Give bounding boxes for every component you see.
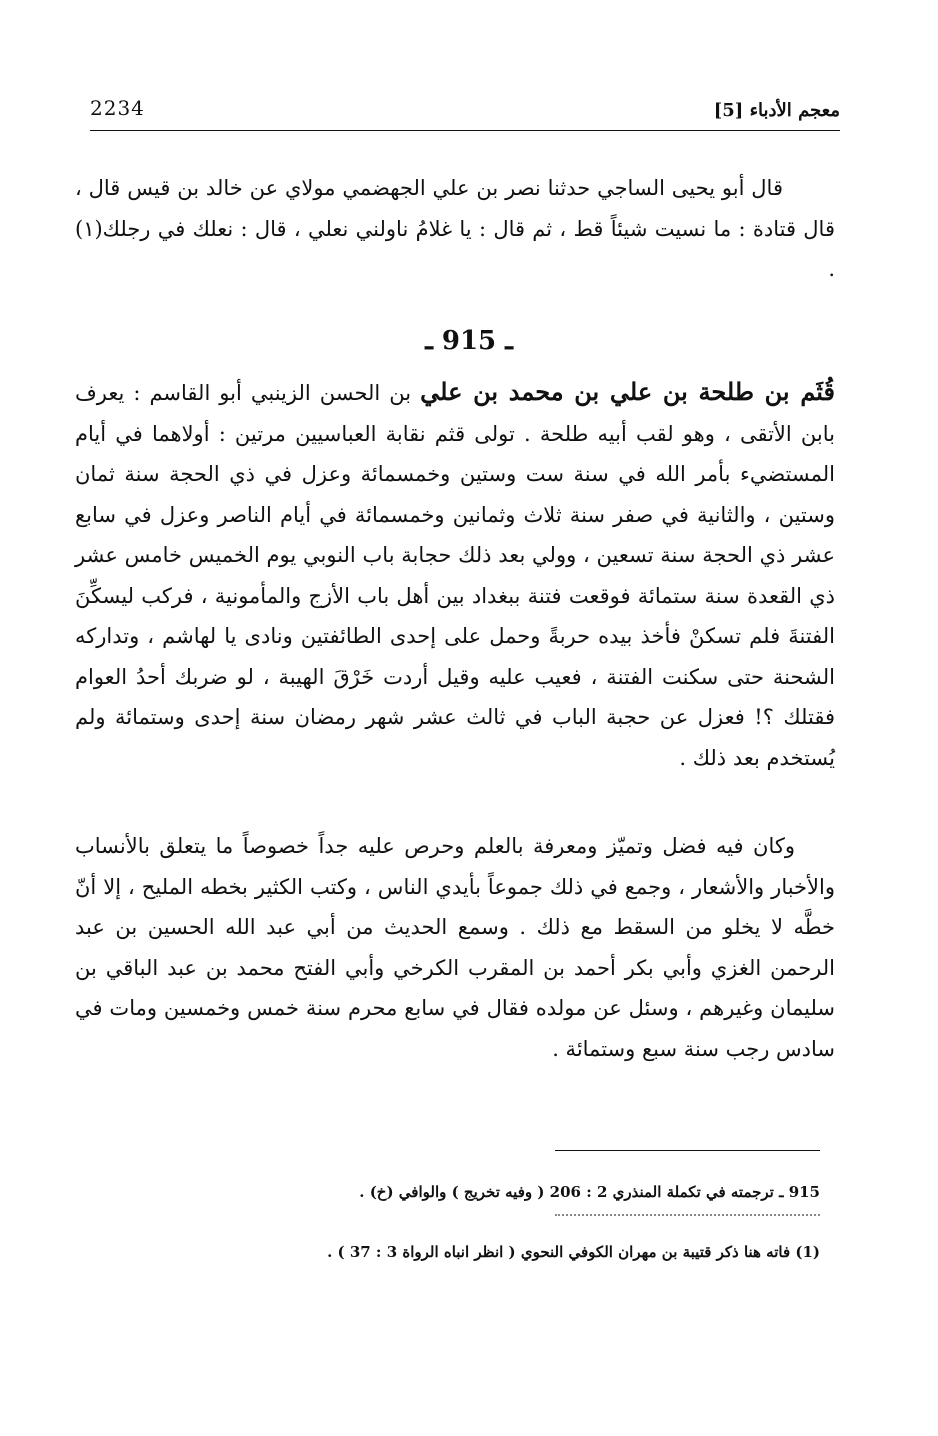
page-header xyxy=(90,96,840,130)
entry-para-1 xyxy=(75,372,835,778)
entry-paragraph-2 xyxy=(75,826,835,1069)
entry-para-1-text: بن الحسن الزينبي أبو القاسم : يعرف بابن الأتقى ، وهو لقب أبيه طلحة . تولى قثم نقابة العباسيين مرتين : أولاهما في أيام المستضيء بأمر الله في سنة ست وستين وخمسمائة وعزل في ذي الحجة سنة ثمان وستين ، والثانية في صفر سنة ثلاث وثمانين وخمسمائة في أيام الناصر وعزل في سابع عشر ذي الحجة سنة تسعين ، وولي بعد ذلك حجابة باب النوبي يوم الخميس خامس عشر ذي القعدة سنة ستمائة فوقعت فتنة ببغداد بين أهل باب الأزج والمأمونية ، فركب ليسكِّنَ الفتنةَ فلم تسكنْ فأخذ بيده حربةً وحمل على إحدى الطائفتين ونادى يا لهاشم ، وتداركه الشحنة حتى سكنت الفتنة ، فعيب عليه وقيل أردت خَرْقَ الهيبة ، لو ضربك أحدُ العوام فقتلك ؟! فعزل عن حجبة الباب في ثالث عشر شهر رمضان سنة إحدى وستمائة ولم يُستخدم بعد ذلك . xyxy=(75,381,835,770)
entry-number: ـ 915 ـ xyxy=(425,326,513,356)
footnote-1: (1) فاته هنا ذكر قتيبة بن مهران الكوفي النحوي ( انظر انباه الرواة 3 : 37 ) . xyxy=(327,1243,820,1261)
running-title: معجم الأدباء [5] xyxy=(713,100,840,121)
footnote-rule xyxy=(555,1150,820,1151)
footnote-dotted-separator xyxy=(555,1214,820,1216)
carry-over-text: قال أبو يحيى الساجي حدثنا نصر بن علي الجهضمي مولاي عن خالد بن قيس قال ، قال قتادة : ما نسيت شيئاً قط ، ثم قال : يا غلامُ ناولني نعلي ، قال : نعلك في رجلك(١) . xyxy=(75,176,835,281)
entry-para-2-text: وكان فيه فضل وتميّز ومعرفة بالعلم وحرص عليه جداً خصوصاً ما يتعلق بالأنساب والأخبار والأشعار ، وجمع في ذلك جموعاً بأيدي الناس ، وكتب الكثير بخطه المليح ، إلا أنّ خطَّه لا يخلو من السقط مع ذلك . وسمع الحديث من أبي عبد الله الحسين بن عبد الرحمن الغزي وأبي بكر أحمد بن المقرب الكرخي وأبي الفتح محمد بن عبد الباقي بن سليمان وغيرهم ، وسئل عن مولده فقال في سابع محرم سنة خمس وخمسين ومات في سادس رجب سنة سبع وستمائة . xyxy=(75,834,835,1061)
page-number: 2234 xyxy=(90,96,145,120)
entry-paragraph-1 xyxy=(75,372,835,778)
footnote-source: 915 ـ ترجمته في تكملة المنذري 2 : 206 ( وفيه تخريج ) والوافي (خ) . xyxy=(359,1183,820,1201)
carry-over-paragraph xyxy=(75,168,835,290)
header-rule xyxy=(90,130,840,131)
entry-name: قُثَم بن طلحة بن علي بن محمد بن علي xyxy=(420,377,836,406)
